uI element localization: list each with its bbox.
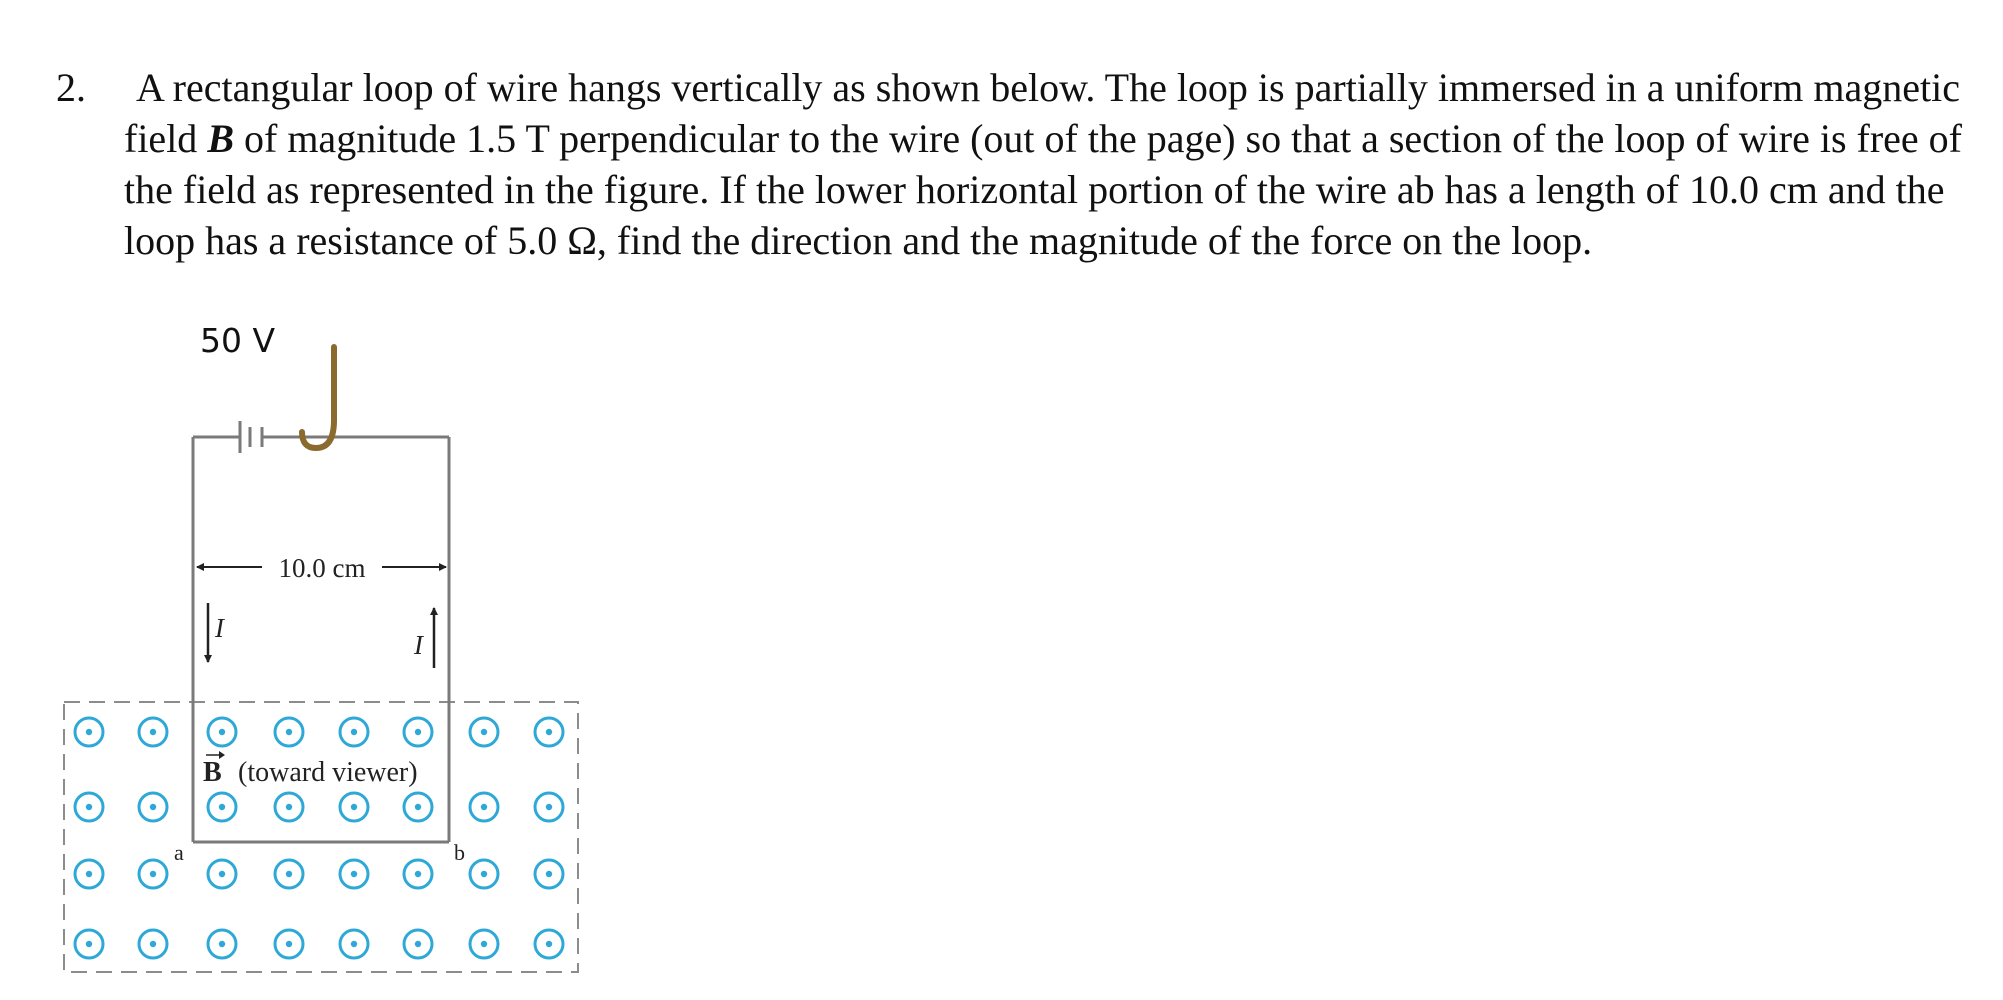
field-out-of-page-icon <box>208 860 236 888</box>
field-out-of-page-icon <box>75 860 103 888</box>
problem-number: 2. <box>56 65 86 110</box>
field-out-of-page-icon <box>275 860 303 888</box>
field-out-of-page-icon <box>340 718 368 746</box>
field-out-of-page-icon <box>275 718 303 746</box>
field-out-of-page-icon <box>340 860 368 888</box>
field-region-border <box>64 702 578 972</box>
field-out-of-page-icon <box>208 793 236 821</box>
field-out-of-page-icon <box>208 718 236 746</box>
field-out-of-page-icon <box>404 793 432 821</box>
field-out-of-page-icon <box>139 718 167 746</box>
field-out-of-page-icon <box>470 718 498 746</box>
field-out-of-page-icon <box>470 860 498 888</box>
field-out-of-page-icon <box>535 930 563 958</box>
battery-icon <box>240 421 262 453</box>
field-label-symbol: B <box>203 757 222 788</box>
voltage-label: 50 V <box>200 321 276 360</box>
corner-label-a: a <box>174 840 184 865</box>
field-out-of-page-icon <box>275 793 303 821</box>
width-label: 10.0 cm <box>278 553 366 583</box>
field-out-of-page-icon <box>139 793 167 821</box>
field-out-of-page-icon <box>208 930 236 958</box>
field-out-of-page-icon <box>404 718 432 746</box>
field-out-of-page-icon <box>340 930 368 958</box>
field-out-of-page-icon <box>470 930 498 958</box>
field-out-of-page-icon <box>535 718 563 746</box>
problem-text-part-1: A rectangular loop of wire hangs vertically as shown below. The loop is partially immersed in a uniform magnetic field <box>124 65 1960 161</box>
field-out-of-page-icon <box>139 860 167 888</box>
field-out-of-page-icon <box>275 930 303 958</box>
field-out-of-page-icon <box>470 793 498 821</box>
current-label-left: I <box>215 613 224 643</box>
field-out-of-page-icon <box>75 793 103 821</box>
problem-text-part-2: of magnitude 1.5 T perpendicular to the wire (out of the page) so that a section of the loop of wire is free of the field as represented in the figure. If the lower horizontal portion of the wire ab has a length of 10.0 cm and the loop has a resistance of 5.0 Ω, find the direction and the magnitude of the force on the loop. <box>124 116 1962 263</box>
field-out-of-page-icon <box>340 793 368 821</box>
field-label-text: (toward viewer) <box>238 757 418 788</box>
corner-label-b: b <box>454 840 465 865</box>
field-out-of-page-icon <box>75 718 103 746</box>
field-out-of-page-icon <box>404 930 432 958</box>
current-label-right: I <box>414 630 423 660</box>
field-out-of-page-icon <box>535 793 563 821</box>
field-label <box>203 751 418 788</box>
field-out-of-page-icon <box>75 930 103 958</box>
field-symbols <box>75 718 563 958</box>
hook-icon <box>302 347 334 448</box>
field-out-of-page-icon <box>404 860 432 888</box>
field-symbol-b: B <box>207 116 234 161</box>
field-out-of-page-icon <box>139 930 167 958</box>
field-out-of-page-icon <box>535 860 563 888</box>
